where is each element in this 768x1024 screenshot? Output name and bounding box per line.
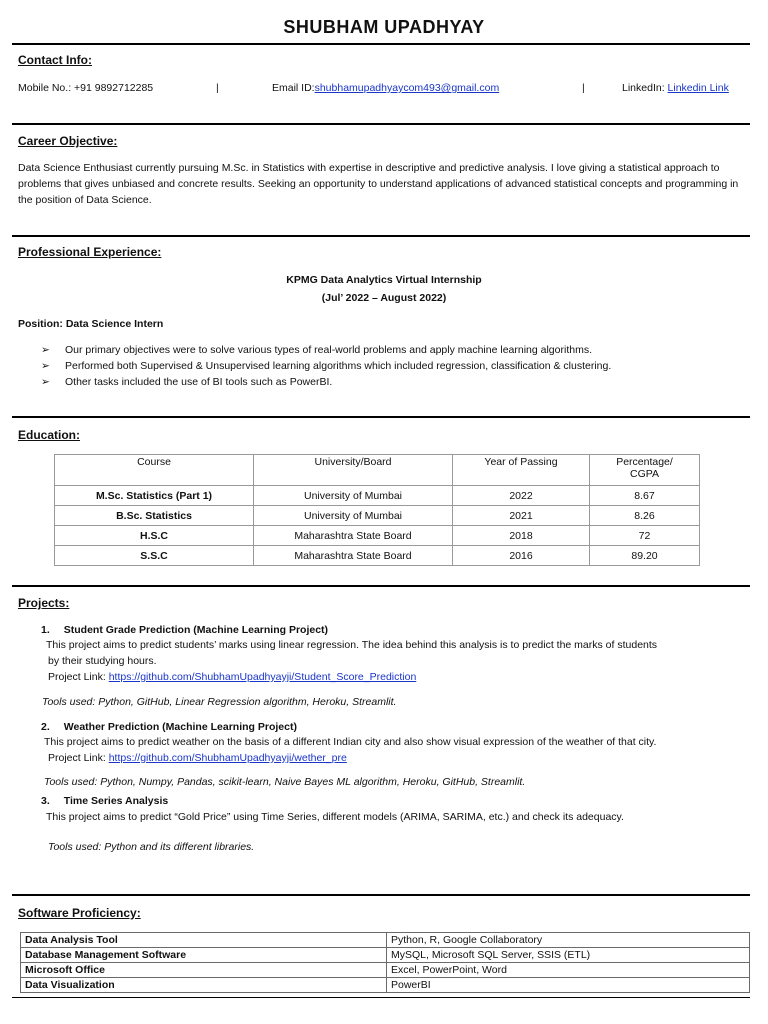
divider — [12, 997, 750, 998]
education-table — [54, 454, 700, 566]
divider — [12, 585, 750, 587]
list-item: ➢ Other tasks included the use of BI tools such as PowerBI. — [41, 376, 333, 388]
list-item: ➢ Performed both Supervised & Unsupervised learning algorithms which included regression, classification & clustering. — [41, 360, 612, 372]
linkedin-row — [622, 80, 729, 96]
table-row: M.Sc. Statistics (Part 1) University of Mumbai 2022 8.67 — [55, 486, 700, 506]
divider — [12, 43, 750, 45]
linkedin-link[interactable]: Linkedin Link — [667, 82, 729, 94]
projects-heading: Projects: — [18, 596, 70, 610]
table-row: B.Sc. Statistics University of Mumbai 2021 8.26 — [55, 506, 700, 526]
email-row — [272, 80, 499, 96]
resume-name: SHUBHAM UPADHYAY — [283, 17, 485, 37]
email-link[interactable]: shubhamupadhyaycom493@gmail.com — [314, 82, 500, 94]
contact-heading: Contact Info: — [18, 53, 92, 67]
project-3-tools: Tools used: Python and its different libraries. — [48, 841, 255, 853]
table-row: Database Management Software MySQL, Microsoft SQL Server, SSIS (ETL) — [21, 948, 750, 963]
list-item: ➢ Our primary objectives were to solve various types of real-world problems and apply machine learning algorithms. — [41, 344, 592, 356]
project-2-desc: This project aims to predict weather on the basis of a different Indian city and also show visual expression of the weather of that city. — [44, 736, 657, 748]
project-2-title: 2. Weather Prediction (Machine Learning Project) — [41, 721, 297, 733]
separator: | — [216, 82, 219, 94]
software-table — [20, 932, 750, 993]
divider — [12, 416, 750, 418]
table-header-row — [55, 455, 700, 486]
arrow-bullet-icon: ➢ — [41, 360, 50, 372]
education-heading: Education: — [18, 428, 80, 442]
company-name: KPMG Data Analytics Virtual Internship — [286, 274, 482, 286]
column-header: Year of Passing — [453, 455, 590, 486]
experience-heading: Professional Experience: — [18, 245, 162, 259]
column-header: Course — [55, 455, 254, 486]
objective-text: Data Science Enthusiast currently pursuing M.Sc. in Statistics with expertise in descriptive and predictive analysis. I love giving a statistical approach to problems that gives unbiased and concrete results. Seeking an opportunity to understand applications of advanced statistical concepts and programming in the position of Data Science. — [18, 162, 739, 206]
project-1-desc: This project aims to predict students’ marks using linear regression. The idea behind this analysis is to predict the marks of students — [46, 639, 658, 651]
project-1-tools: Tools used: Python, GitHub, Linear Regression algorithm, Heroku, Streamlit. — [42, 696, 397, 708]
project-2-link-row: Project Link: https://github.com/ShubhamUpadhyayji/wether_pre — [48, 752, 347, 764]
project-1-desc-cont: by their studying hours. — [48, 655, 157, 667]
project-2-tools: Tools used: Python, Numpy, Pandas, scikit-learn, Naive Bayes ML algorithm, Heroku, GitHub, Streamlit. — [44, 776, 526, 788]
divider — [12, 123, 750, 125]
arrow-bullet-icon: ➢ — [41, 344, 50, 356]
divider — [12, 235, 750, 237]
project-1-link-row: Project Link: https://github.com/ShubhamUpadhyayji/Student_Score_Prediction — [48, 671, 417, 683]
software-heading: Software Proficiency: — [18, 906, 141, 920]
internship-period: (Jul’ 2022 – August 2022) — [321, 292, 447, 304]
column-header: Percentage/ CGPA — [590, 455, 700, 486]
project-1-title: 1. Student Grade Prediction (Machine Learning Project) — [41, 624, 329, 636]
project-1-link[interactable]: https://github.com/ShubhamUpadhyayji/Student_Score_Prediction — [108, 671, 417, 683]
table-row: Data Analysis Tool Python, R, Google Collaboratory — [21, 933, 750, 948]
mobile-number: Mobile No.: +91 9892712285 — [18, 82, 154, 94]
arrow-bullet-icon: ➢ — [41, 376, 50, 388]
table-row: Microsoft Office Excel, PowerPoint, Word — [21, 963, 750, 978]
project-2-link[interactable]: https://github.com/ShubhamUpadhyayji/wether_pre — [108, 752, 347, 764]
experience-bullets — [41, 342, 751, 390]
email-label: Email ID: — [272, 82, 315, 94]
linkedin-label: LinkedIn: — [622, 82, 668, 94]
table-row: S.S.C Maharashtra State Board 2016 89.20 — [55, 546, 700, 566]
project-3-title: 3. Time Series Analysis — [41, 795, 169, 807]
objective-heading: Career Objective: — [18, 134, 118, 148]
divider — [12, 894, 750, 896]
column-header: University/Board — [254, 455, 453, 486]
table-row: H.S.C Maharashtra State Board 2018 72 — [55, 526, 700, 546]
project-3-desc: This project aims to predict “Gold Price” using Time Series, different models (ARIMA, SARIMA, etc.) and check its adequacy. — [46, 811, 624, 823]
position-title: Position: Data Science Intern — [18, 318, 164, 330]
separator: | — [582, 82, 585, 94]
table-row: Data Visualization PowerBI — [21, 978, 750, 993]
